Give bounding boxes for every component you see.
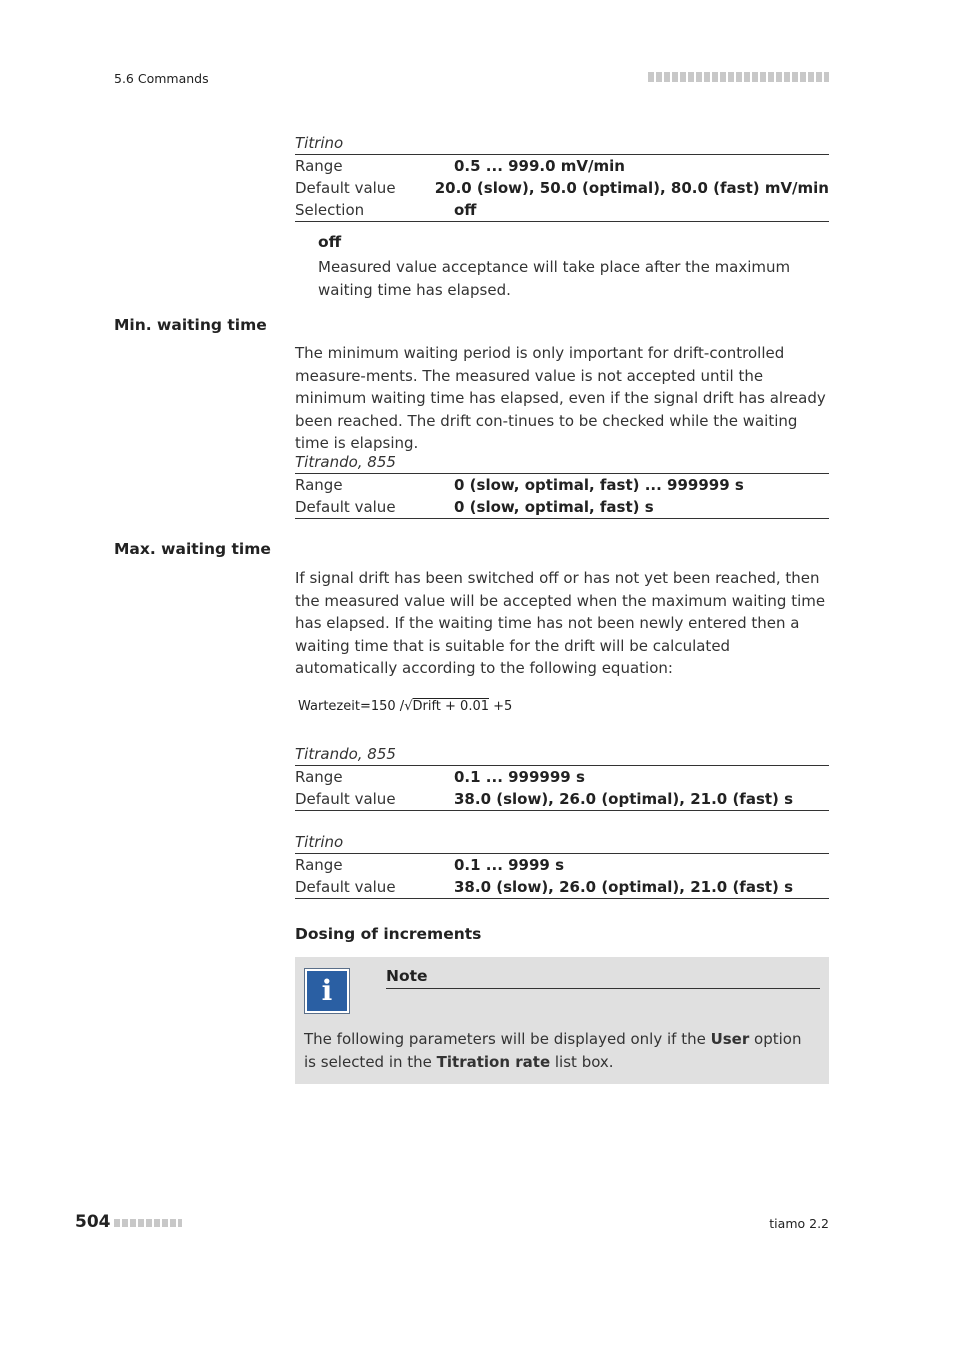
table-caption: Titrando, 855 (295, 453, 396, 471)
formula-right: +5 (489, 699, 513, 714)
table-row (295, 177, 829, 199)
table-row (295, 876, 829, 898)
max-waiting-time-heading: Max. waiting time (114, 540, 271, 558)
info-icon (304, 968, 350, 1014)
row-value: 0.5 ... 999.0 mV/min (454, 157, 625, 175)
formula-under-root: Drift + 0.01 (412, 699, 489, 714)
footer-decoration (114, 1219, 182, 1227)
table-bottom-rule (295, 518, 829, 519)
table-bottom-rule (295, 221, 829, 222)
product-name: tiamo 2.2 (769, 1216, 829, 1231)
row-key: Range (295, 768, 343, 786)
dosing-heading: Dosing of increments (295, 925, 482, 943)
titrino-table-1 (295, 132, 829, 222)
note-bold-titration-rate: Titration rate (436, 1052, 551, 1071)
page-number: 504 (75, 1212, 111, 1232)
min-waiting-time-text: The minimum waiting period is only important for drift-controlled measure-ments. The measured value is not accepted until the minimum waiting time has elapsed, even if the signal drift has already been reached. The drift con-tinues to be checked while the waiting time is elapsing. (295, 344, 826, 452)
note-text-part: option is selected in the (304, 1030, 802, 1071)
table-caption: Titrino (295, 134, 344, 152)
row-value: 0.1 ... 9999 s (454, 856, 565, 874)
row-key: Default value (295, 878, 396, 896)
formula-radical: √ (404, 699, 413, 714)
note-title: Note (386, 965, 820, 989)
note-text-part: list box. (550, 1052, 614, 1071)
table-row (295, 199, 829, 221)
row-value: 0 (slow, optimal, fast) s (454, 498, 654, 516)
row-value: 0 (slow, optimal, fast) ... 999999 s (454, 476, 744, 494)
titrino-table-max (295, 831, 829, 899)
row-key: Default value (295, 790, 396, 808)
titrando-table-min (295, 451, 829, 519)
formula-left: Wartezeit=150 / (298, 699, 405, 714)
note-text-part: The following parameters will be displayed only if the (304, 1030, 711, 1048)
note-bold-user: User (710, 1030, 750, 1048)
waiting-time-formula (298, 699, 512, 714)
table-caption: Titrino (295, 833, 344, 851)
table-bottom-rule (295, 810, 829, 811)
row-value: 38.0 (slow), 26.0 (optimal), 21.0 (fast) s (454, 878, 794, 896)
row-key: Selection (295, 201, 365, 219)
table-row (295, 766, 829, 788)
info-icon-glyph: i (307, 971, 347, 1011)
row-key: Range (295, 476, 343, 494)
table-caption: Titrando, 855 (295, 745, 396, 763)
max-waiting-time-text: If signal drift has been switched off or has not yet been reached, then the measured value will be accepted when the maximum waiting time has elapsed. If the waiting time has not been newly entered then a waiting time that is suitable for the drift will be calculated automatically according to the following equation: (295, 569, 826, 677)
row-key: Range (295, 157, 343, 175)
note-text (304, 1028, 814, 1073)
row-value: 0.1 ... 999999 s (454, 768, 585, 786)
titrando-table-max (295, 743, 829, 811)
table-row (295, 854, 829, 876)
row-value: off (454, 201, 477, 219)
note-box (295, 957, 829, 1084)
row-key: Default value (295, 498, 396, 516)
table-row (295, 474, 829, 496)
off-option-term: off (318, 233, 342, 251)
table-row (295, 155, 829, 177)
row-value: 38.0 (slow), 26.0 (optimal), 21.0 (fast) s (454, 790, 794, 808)
row-key: Default value (295, 179, 396, 197)
table-row (295, 788, 829, 810)
off-option-description: Measured value acceptance will take place after the maximum waiting time has elapsed. (318, 258, 791, 299)
header-section: 5.6 Commands (114, 71, 209, 86)
min-waiting-time-heading: Min. waiting time (114, 316, 267, 334)
table-row (295, 496, 829, 518)
header-decoration (648, 72, 829, 82)
row-value: 20.0 (slow), 50.0 (optimal), 80.0 (fast) mV/min (434, 179, 829, 197)
row-key: Range (295, 856, 343, 874)
table-bottom-rule (295, 898, 829, 899)
